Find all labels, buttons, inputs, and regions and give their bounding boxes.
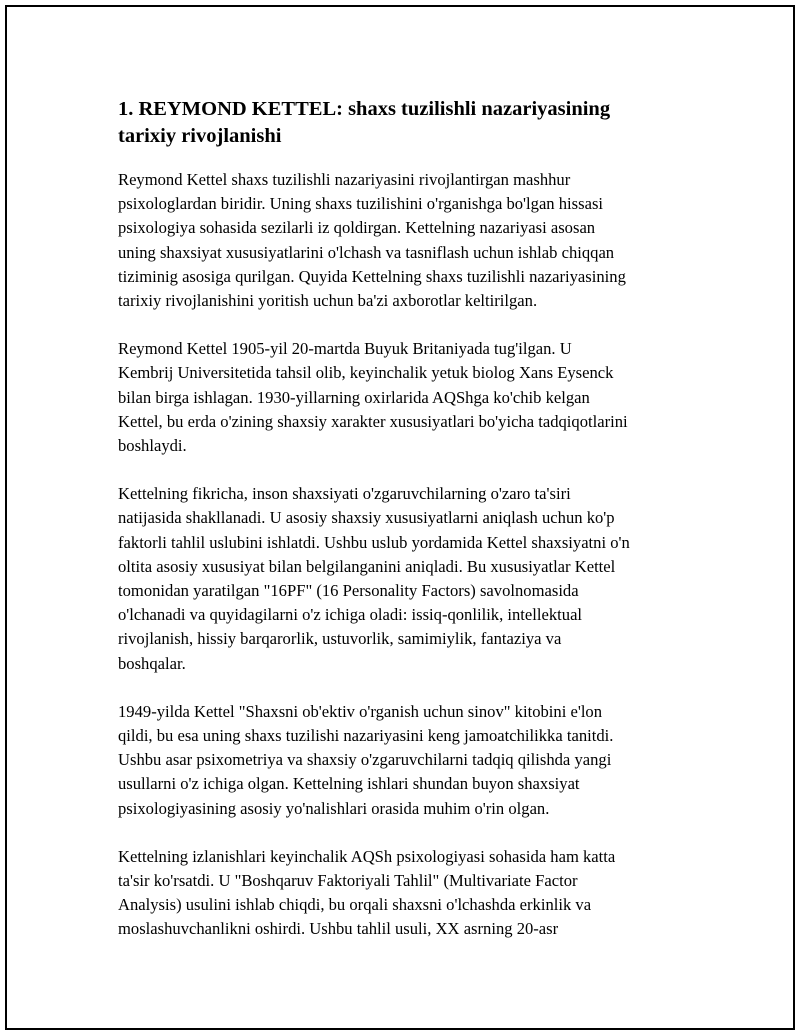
text-line: bilan birga ishlagan. 1930-yillarning oxirlarida AQShga ko'chib kelgan bbox=[118, 387, 590, 407]
title-line: tarixiy rivojlanishi bbox=[118, 125, 282, 147]
text-line: Kembrij Universitetida tahsil olib, keyinchalik yetuk biolog Xans Eysenck bbox=[118, 363, 614, 383]
text-line: oltita asosiy xususiyat bilan belgilanganini aniqladi. Bu xususiyatlar Kettel bbox=[118, 556, 616, 576]
text-line: Ushbu asar psixometriya va shaxsiy o'zgaruvchilarni tadqiq qilishda yangi bbox=[118, 750, 612, 770]
text-line: 1949-yilda Kettel "Shaxsni ob'ektiv o'rganish uchun sinov" kitobini e'lon bbox=[118, 701, 603, 721]
page-frame bbox=[5, 5, 795, 1030]
text-line: uning shaxsiyat xususiyatlarini o'lchash va tasniflash uchun ishlab chiqqan bbox=[118, 242, 615, 262]
text-line: boshlaydi. bbox=[118, 436, 187, 456]
text-line: ta'sir ko'rsatdi. U "Boshqaruv Faktoriyali Tahlil" (Multivariate Factor bbox=[118, 871, 578, 891]
text-line: qildi, bu esa uning shaxs tuzilishi nazariyasini keng jamoatchilikka tanitdi. bbox=[118, 726, 614, 746]
text-line: boshqalar. bbox=[118, 653, 186, 673]
paragraph-2 bbox=[118, 337, 698, 458]
text-line: Reymond Kettel 1905-yil 20-martda Buyuk Britaniyada tug'ilgan. U bbox=[118, 339, 572, 359]
text-line: moslashuvchanlikni oshirdi. Ushbu tahlil usuli, XX asrning 20-asr bbox=[118, 919, 559, 939]
text-line: Kettel, bu erda o'zining shaxsiy xarakter xususiyatlari bo'yicha tadqiqotlarini bbox=[118, 411, 628, 431]
text-line: Reymond Kettel shaxs tuzilishli nazariyasini rivojlantirgan mashhur bbox=[118, 170, 571, 189]
text-line: psixologiya sohasida sezilarli iz qoldirgan. Kettelning nazariyasi asosan bbox=[118, 218, 596, 238]
text-line: o'lchanadi va quyidagilarni o'z ichiga oladi: issiq-qonlilik, intellektual bbox=[118, 605, 583, 625]
text-line: psixologlardan biridir. Uning shaxs tuzilishini o'rganishga bo'lgan hissasi bbox=[118, 194, 604, 214]
text-line: usullarni o'z ichiga olgan. Kettelning ishlari shundan buyon shaxsiyat bbox=[118, 774, 580, 794]
text-line: psixologiyasining asosiy yo'nalishlari orasida muhim o'rin olgan. bbox=[118, 798, 550, 818]
document-title bbox=[118, 96, 698, 150]
paragraph-1 bbox=[118, 168, 698, 313]
title-line: 1. REYMOND KETTEL: shaxs tuzilishli nazariyasining bbox=[118, 98, 611, 120]
text-line: Kettelning izlanishlari keyinchalik AQSh psixologiyasi sohasida ham katta bbox=[118, 846, 616, 866]
text-line: tomonidan yaratilgan "16PF" (16 Personality Factors) savolnomasida bbox=[118, 581, 579, 601]
document-body bbox=[118, 96, 698, 966]
text-line: natijasida shakllanadi. U asosiy shaxsiy xususiyatlarni aniqlash uchun ko'p bbox=[118, 508, 615, 528]
paragraph-3 bbox=[118, 482, 698, 676]
paragraph-4 bbox=[118, 700, 698, 821]
text-line: Analysis) usulini ishlab chiqdi, bu orqali shaxsni o'lchashda erkinlik va bbox=[118, 895, 592, 915]
text-line: Kettelning fikricha, inson shaxsiyati o'zgaruvchilarning o'zaro ta'siri bbox=[118, 484, 571, 504]
text-line: rivojlanish, hissiy barqarorlik, ustuvorlik, samimiylik, fantaziya va bbox=[118, 629, 562, 649]
text-line: faktorli tahlil uslubini ishlatdi. Ushbu uslub yordamida Kettel shaxsiyatni o'n bbox=[118, 532, 630, 552]
text-line: tiziminig asosiga qurilgan. Quyida Kettelning shaxs tuzilishli nazariyasining bbox=[118, 266, 626, 286]
paragraph-5 bbox=[118, 845, 698, 942]
text-line: tarixiy rivojlanishini yoritish uchun ba'zi axborotlar keltirilgan. bbox=[118, 291, 538, 311]
